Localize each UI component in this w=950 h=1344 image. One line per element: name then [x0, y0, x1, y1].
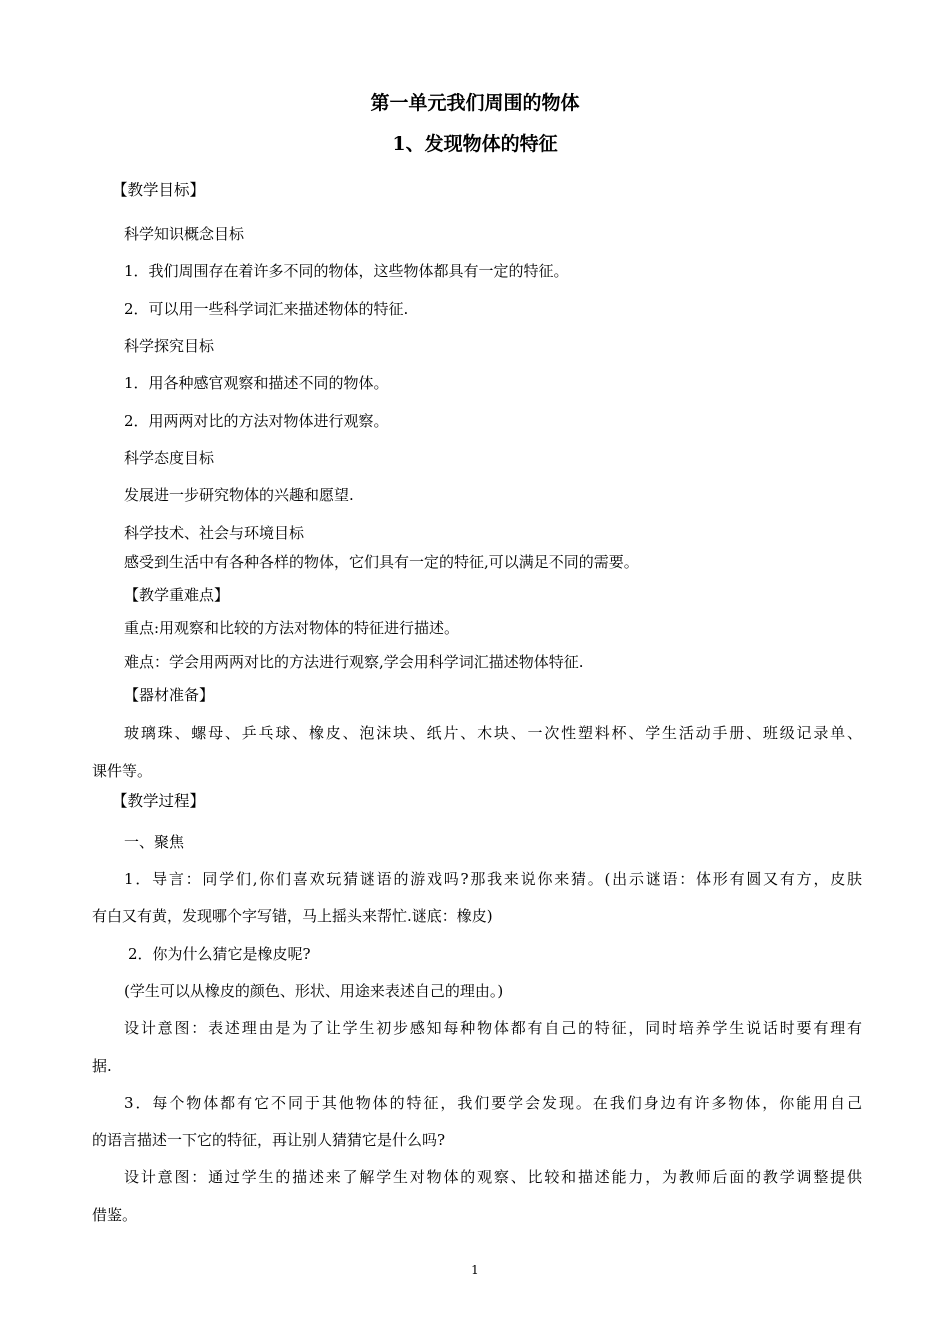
- materials-line-2: 课件等。: [92, 762, 153, 780]
- lesson-title: 1、发现物体的特征: [392, 133, 558, 155]
- knowledge-heading: 科学知识概念目标: [124, 225, 245, 243]
- attitude-heading: 科学态度目标: [124, 449, 215, 467]
- materials-heading: 【器材准备】: [124, 686, 215, 704]
- materials-line-1: 玻璃珠、螺母、乒乓球、橡皮、泡沫块、纸片、木块、一次性塑料杯、学生活动手册、班级记录单、: [124, 724, 862, 742]
- sts-item-1: 感受到生活中有各种各样的物体，它们具有一定的特征,可以满足不同的需要。: [124, 553, 639, 571]
- key-points-heading: 【教学重难点】: [124, 586, 230, 604]
- objectives-heading: 【教学目标】: [112, 181, 206, 199]
- design-intent-1-line-1: 设计意图：表述理由是为了让学生初步感知每种物体都有自己的特征，同时培养学生说话时要有理有: [124, 1019, 862, 1037]
- attitude-item-1: 发展进一步研究物体的兴趣和愿望.: [124, 486, 354, 504]
- step-2-note: (学生可以从橡皮的颜色、形状、用途来表述自己的理由。): [124, 982, 504, 1000]
- inquiry-item-2: 2．用两两对比的方法对物体进行观察。: [124, 412, 389, 430]
- design-intent-1-line-2: 据.: [92, 1057, 112, 1075]
- process-heading: 【教学过程】: [112, 792, 206, 810]
- knowledge-item-2: 2．可以用一些科学词汇来描述物体的特征.: [124, 300, 409, 318]
- step-3-line-1: 3．每个物体都有它不同于其他物体的特征，我们要学会发现。在我们身边有许多物体，你能用自己: [124, 1094, 862, 1112]
- step-3-line-2: 的语言描述一下它的特征，再让别人猜猜它是什么吗?: [92, 1131, 446, 1149]
- step-1-line-1: 1．导言：同学们,你们喜欢玩猜谜语的游戏吗?那我来说你来猜。(出示谜语：体形有圆又有方，皮肤: [124, 870, 862, 888]
- key-point: 重点:用观察和比较的方法对物体的特征进行描述。: [124, 619, 460, 637]
- difficult-point: 难点：学会用两两对比的方法进行观察,学会用科学词汇描述物体特征.: [124, 653, 584, 671]
- design-intent-2-line-2: 借鉴。: [92, 1206, 138, 1224]
- inquiry-heading: 科学探究目标: [124, 337, 215, 355]
- focus-heading: 一、聚焦: [124, 833, 185, 851]
- page-number: 1: [471, 1263, 479, 1277]
- document-title: 第一单元我们周围的物体: [370, 92, 580, 114]
- step-1-line-2: 有白又有黄，发现哪个字写错，马上摇头来帮忙.谜底：橡皮): [92, 907, 493, 925]
- design-intent-2-line-1: 设计意图：通过学生的描述来了解学生对物体的观察、比较和描述能力，为教师后面的教学调整提供: [124, 1168, 862, 1186]
- knowledge-item-1: 1．我们周围存在着许多不同的物体，这些物体都具有一定的特征。: [124, 262, 569, 280]
- inquiry-item-1: 1．用各种感官观察和描述不同的物体。: [124, 374, 389, 392]
- sts-heading: 科学技术、社会与环境目标: [124, 524, 305, 542]
- step-2: 2．你为什么猜它是橡皮呢?: [128, 945, 311, 963]
